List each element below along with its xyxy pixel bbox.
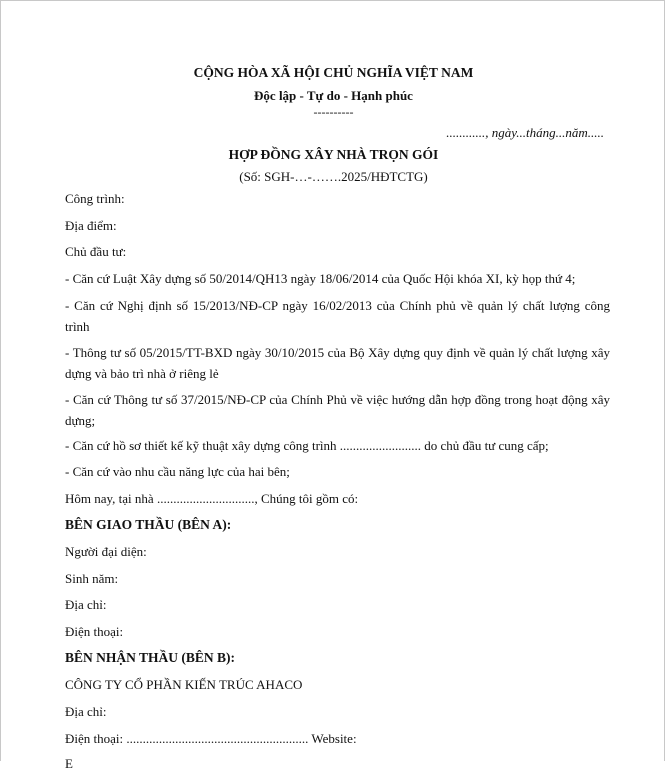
contract-title: HỢP ĐỒNG XÂY NHÀ TRỌN GÓI bbox=[228, 147, 439, 162]
legal-basis-6: - Căn cứ vào nhu cầu năng lực của hai bên; bbox=[65, 464, 290, 479]
party-a-phone: Điện thoại: bbox=[65, 624, 124, 639]
contract-number: (Số: SGH-…-…….2025/HĐTCTG) bbox=[239, 169, 428, 184]
legal-basis-5: - Căn cứ hồ sơ thiết kế kỹ thuật xây dựng công trình ......................... do chủ đầu tư cung cấp; bbox=[65, 438, 549, 453]
party-a-birth-year: Sinh năm: bbox=[65, 571, 119, 586]
party-b-address: Địa chỉ: bbox=[65, 704, 107, 719]
party-a-address: Địa chỉ: bbox=[65, 597, 107, 612]
country-name: CỘNG HÒA XÃ HỘI CHỦ NGHĨA VIỆT NAM bbox=[193, 65, 474, 80]
party-a-heading: BÊN GIAO THẦU (BÊN A): bbox=[65, 517, 232, 532]
header-separator: ---------- bbox=[313, 105, 354, 119]
field-project: Công trình: bbox=[65, 191, 125, 206]
national-motto: Độc lập - Tự do - Hạnh phúc bbox=[254, 88, 413, 103]
party-b-next-line: E bbox=[65, 756, 73, 771]
party-a-representative: Người đại diện: bbox=[65, 544, 147, 559]
legal-basis-4: - Căn cứ Thông tư số 37/2015/NĐ-CP của Chính Phủ về việc hướng dẫn hợp đồng trong hoạt động xây dựng; bbox=[65, 392, 610, 428]
party-b-company: CÔNG TY CỔ PHẦN KIẾN TRÚC AHACO bbox=[65, 677, 303, 692]
field-location: Địa điểm: bbox=[65, 218, 117, 233]
field-investor: Chủ đầu tư: bbox=[65, 244, 127, 259]
legal-basis-2: - Căn cứ Nghị định số 15/2013/NĐ-CP ngày 16/02/2013 của Chính phủ về quản lý chất lượng công trình bbox=[65, 298, 610, 334]
party-b-heading: BÊN NHẬN THẦU (BÊN B): bbox=[65, 650, 236, 665]
legal-basis-1: - Căn cứ Luật Xây dựng số 50/2014/QH13 ngày 18/06/2014 của Quốc Hội khóa XI, kỳ họp thứ 4; bbox=[65, 271, 576, 286]
legal-basis-3: - Thông tư số 05/2015/TT-BXD ngày 30/10/2015 của Bộ Xây dựng quy định về quản lý chất lượng xây dựng và bảo trì nhà ở riêng lẻ bbox=[65, 345, 610, 381]
party-b-phone-website: Điện thoại: ........................................................ Website: bbox=[65, 731, 357, 746]
date-line: ............, ngày...tháng...năm..... bbox=[446, 125, 604, 140]
today-line: Hôm nay, tại nhà .............................., Chúng tôi gồm có: bbox=[65, 491, 359, 506]
